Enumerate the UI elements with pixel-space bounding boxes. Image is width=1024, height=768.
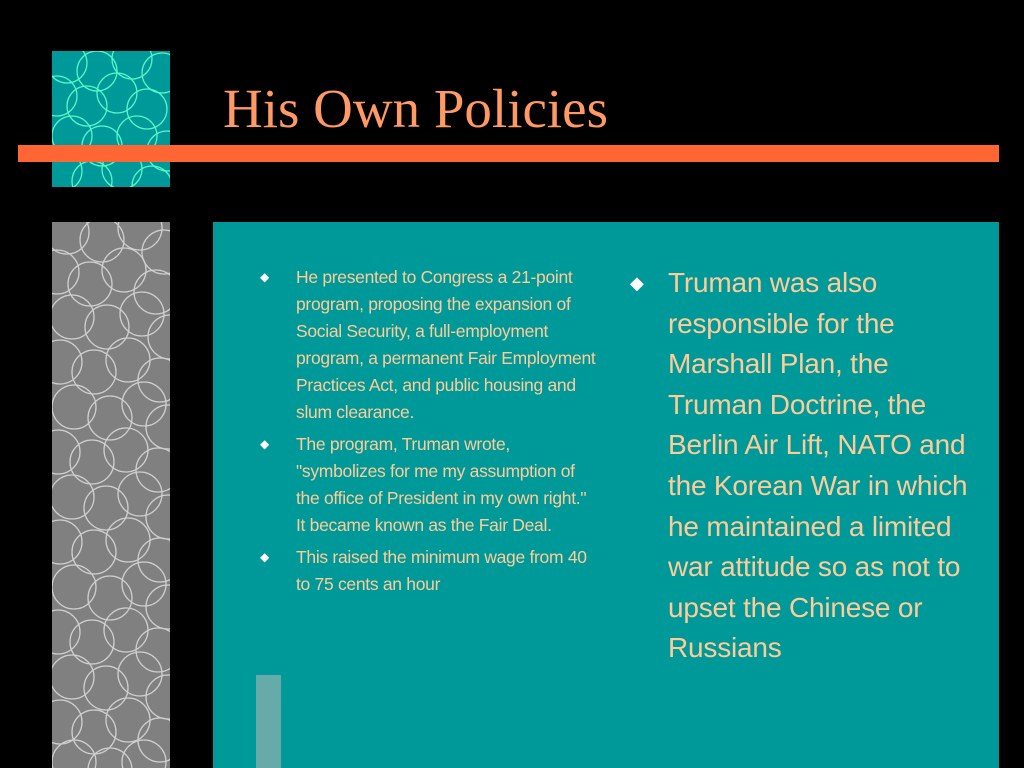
list-item [258, 431, 598, 539]
circle-pattern-icon [52, 222, 170, 768]
list-item [258, 264, 598, 426]
right-bullet-list [628, 263, 973, 669]
bullet-text: Truman was also responsible for the Marshall Plan, the Truman Doctrine, the Berlin Air Lift, NATO and the Korean War in which he maintained a limited war attitude so as not to upset the Chinese or Russians [668, 267, 968, 664]
bullet-text: The program, Truman wrote, "symbolizes for me my assumption of the office of President in my own right." It became known as the Fair Deal. [296, 434, 587, 535]
list-item [628, 263, 973, 669]
list-item [258, 544, 598, 598]
diamond-bullet-icon: ◆ [260, 437, 269, 451]
left-bullet-list [258, 264, 598, 603]
bullet-text: This raised the minimum wage from 40 to 75 cents an hour [296, 547, 587, 594]
diamond-bullet-icon: ◆ [630, 273, 644, 293]
slide-title: His Own Policies [223, 78, 608, 139]
decorative-circles-strip [52, 222, 170, 768]
bullet-text: He presented to Congress a 21-point program, proposing the expansion of Social Security, a full-employment program, a permanent Fair Employment Practices Act, and public housing and slum clearance. [296, 267, 596, 422]
diamond-bullet-icon: ◆ [260, 270, 269, 284]
decorative-circles-square [52, 51, 170, 187]
diamond-bullet-icon: ◆ [260, 550, 269, 564]
decorative-small-bar [256, 675, 281, 768]
title-underline-bar [18, 145, 999, 162]
circle-pattern-icon [52, 51, 170, 187]
